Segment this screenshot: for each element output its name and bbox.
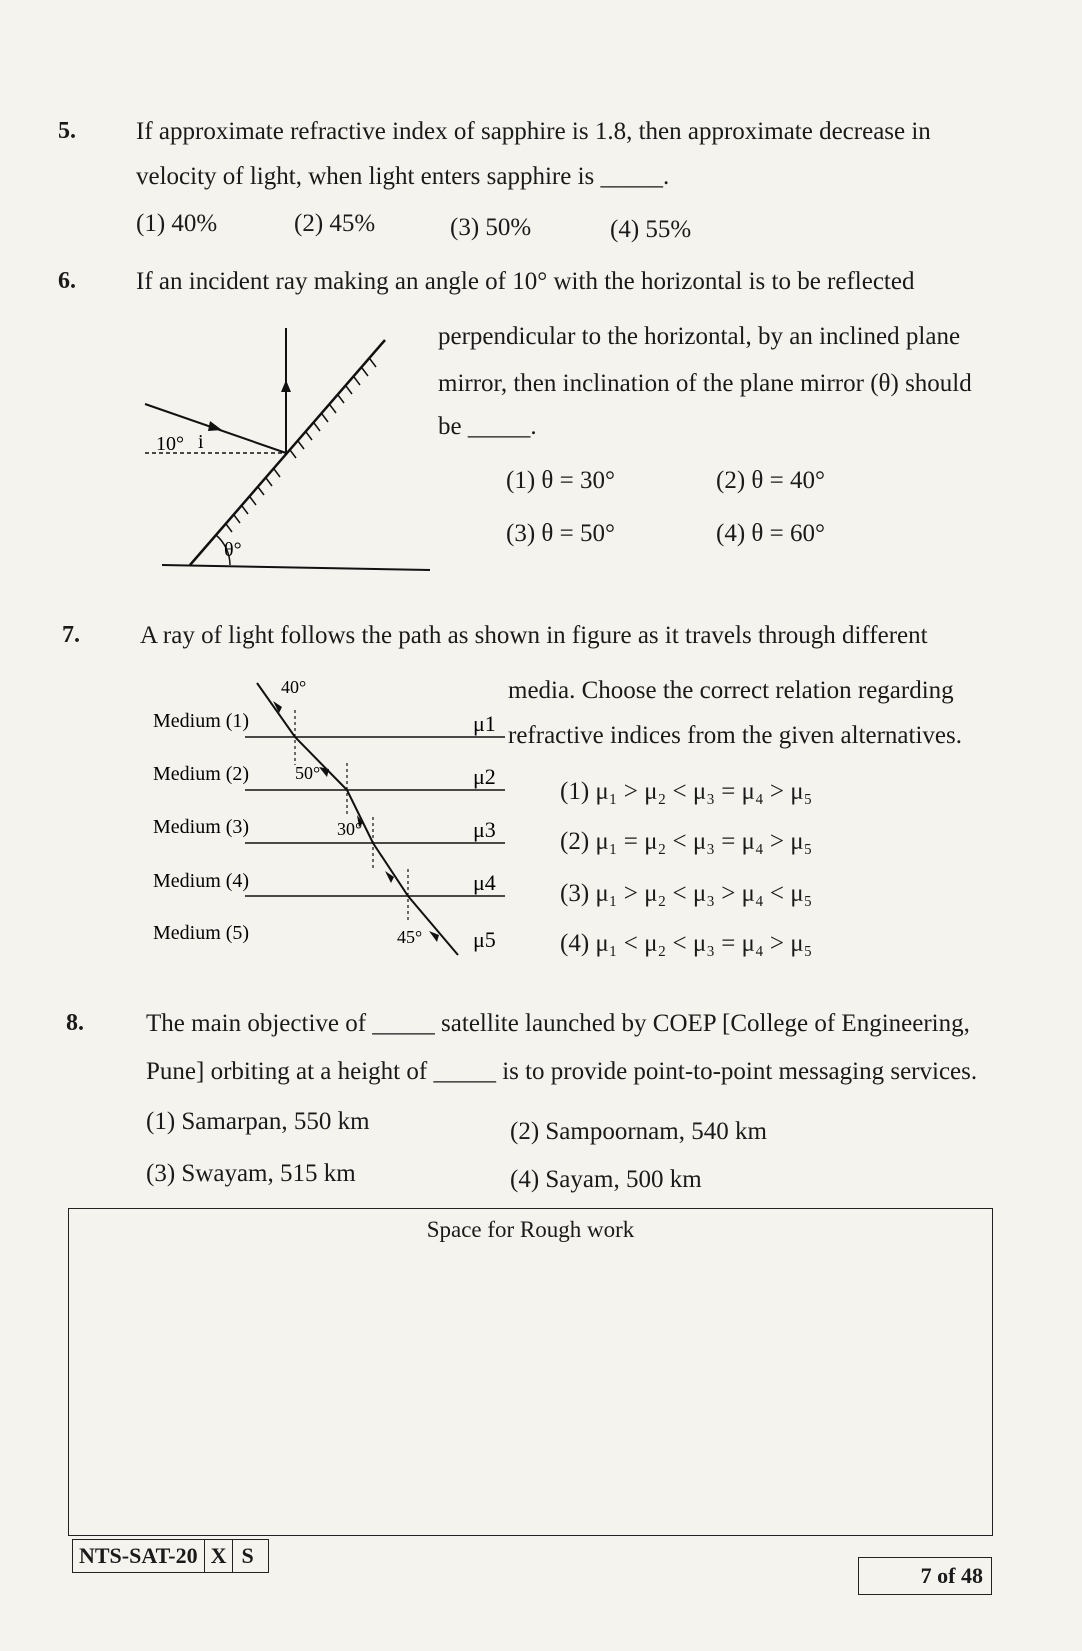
page-number: 7 of 48	[858, 1557, 992, 1595]
mu-5-label: μ5	[473, 927, 496, 952]
q6-option-2: (2) θ = 40°	[716, 467, 825, 494]
angle-50-label: 50°	[295, 763, 321, 783]
medium-1-label: Medium (1)	[153, 710, 250, 732]
q8-number: 8.	[66, 1010, 84, 1036]
paper-code-box	[72, 1539, 269, 1573]
q6-text-line4: be _____.	[438, 413, 537, 440]
q5-option-1: (1) 40%	[136, 210, 218, 237]
q6-angle-label: 10°	[156, 433, 184, 455]
q7-text-line2: media. Choose the correct relation regarding	[508, 677, 954, 704]
medium-5-label: Medium (5)	[153, 922, 250, 944]
q7-option-1: (1) μ₁ > μ₂ < μ₃ = μ₄ > μ₅	[560, 778, 813, 805]
medium-4-label: Medium (4)	[153, 870, 250, 892]
q8-option-4: (4) Sayam, 500 km	[510, 1166, 702, 1193]
q8-option-3: (3) Swayam, 515 km	[146, 1160, 356, 1187]
q7-option-4: (4) μ₁ < μ₂ < μ₃ = μ₄ > μ₅	[560, 930, 813, 957]
angle-40-label: 40°	[281, 677, 307, 697]
q6-text-line3: mirror, then inclination of the plane mirror (θ) should	[438, 370, 972, 397]
paper-code-x: X	[205, 1540, 234, 1572]
medium-3-label: Medium (3)	[153, 816, 250, 838]
q5-text-line2: velocity of light, when light enters sapphire is _____.	[136, 163, 670, 190]
mu-4-label: μ4	[473, 870, 496, 895]
q5-option-4: (4) 55%	[610, 216, 692, 243]
q7-text-line3: refractive indices from the given alternatives.	[508, 722, 962, 749]
q6-number: 6.	[58, 268, 76, 294]
paper-code: NTS-SAT-20	[73, 1540, 205, 1572]
q6-option-3: (3) θ = 50°	[506, 520, 615, 547]
q5-number: 5.	[58, 118, 76, 144]
q7-media-diagram	[145, 665, 510, 965]
angle-45-label: 45°	[397, 927, 423, 947]
q5-option-3: (3) 50%	[450, 214, 532, 241]
q5-option-2: (2) 45%	[294, 210, 376, 237]
q5-text-line1: If approximate refractive index of sapphire is 1.8, then approximate decrease in	[136, 118, 931, 145]
rough-work-box	[68, 1208, 993, 1536]
q6-mirror-diagram	[140, 320, 440, 580]
q8-option-2: (2) Sampoornam, 540 km	[510, 1118, 767, 1145]
medium-2-label: Medium (2)	[153, 763, 250, 785]
mu-3-label: μ3	[473, 817, 496, 842]
q6-text-line2: perpendicular to the horizontal, by an inclined plane	[438, 323, 961, 350]
q6-text-line1: If an incident ray making an angle of 10° with the horizontal is to be reflected	[136, 268, 915, 295]
q6-option-1: (1) θ = 30°	[506, 467, 615, 494]
q6-i-label: i	[198, 431, 204, 453]
q7-text-line1: A ray of light follows the path as shown in figure as it travels through different	[140, 622, 928, 649]
mu-1-label: μ1	[473, 711, 496, 736]
paper-code-s: S	[241, 1543, 254, 1568]
q8-option-1: (1) Samarpan, 550 km	[146, 1108, 370, 1135]
rough-work-label: Space for Rough work	[426, 1217, 635, 1242]
q6-option-4: (4) θ = 60°	[716, 520, 825, 547]
q8-text-line1: The main objective of _____ satellite launched by COEP [College of Engineering,	[146, 1010, 970, 1037]
mu-2-label: μ2	[473, 764, 496, 789]
q7-option-3: (3) μ₁ > μ₂ < μ₃ > μ₄ < μ₅	[560, 880, 813, 907]
mirror-hatching	[226, 359, 376, 532]
q7-number: 7.	[62, 622, 80, 648]
q6-theta-label: θ°	[224, 539, 242, 561]
q7-option-2: (2) μ₁ = μ₂ < μ₃ = μ₄ > μ₅	[560, 828, 813, 855]
angle-30-label: 30°	[337, 819, 363, 839]
q8-text-line2: Pune] orbiting at a height of _____ is to provide point-to-point messaging services.	[146, 1058, 978, 1085]
